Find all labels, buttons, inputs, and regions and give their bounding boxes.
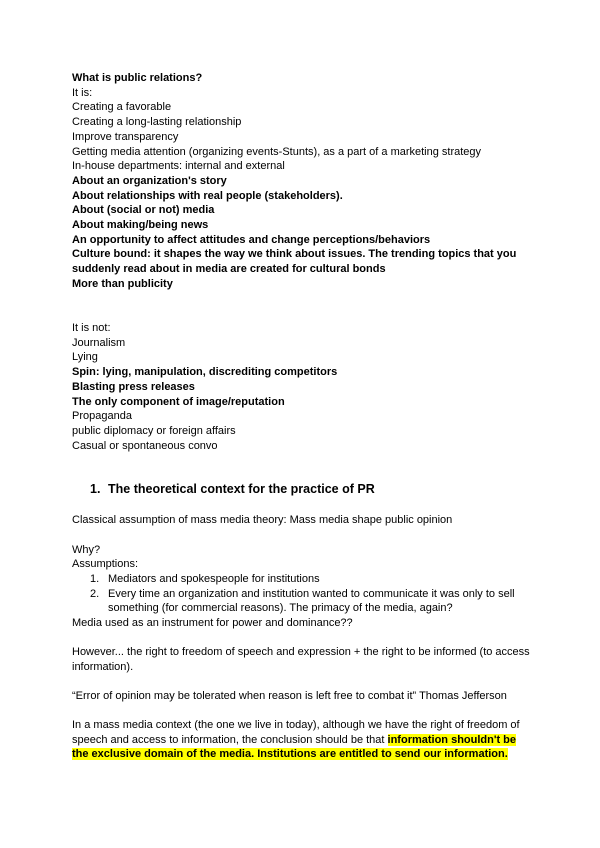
list-item: Spin: lying, manipulation, discrediting competitors: [72, 366, 338, 379]
list-item: Propaganda: [72, 410, 132, 423]
it-is-not-label: It is not:: [72, 322, 111, 334]
why-question: Why?: [72, 544, 101, 556]
list-number: 1.: [90, 573, 100, 585]
conclusion-paragraph: [72, 718, 530, 762]
list-item: Creating a long-lasting relationship: [72, 116, 242, 129]
list-item: [72, 572, 530, 587]
list-item: An opportunity to affect attitudes and change perceptions/behaviors: [72, 233, 431, 246]
heading-text: The theoretical context for the practice of PR: [108, 482, 375, 496]
list-item: Culture bound: it shapes the way we think about issues. The trending topics that you suddenly read about in media are created for cultural bonds: [72, 248, 517, 276]
what-is-pr-section: [72, 71, 532, 292]
assumptions-label: Assumptions:: [72, 558, 139, 570]
what-pr-is-not-section: [72, 321, 532, 453]
list-item: [72, 587, 530, 616]
list-item: Improve transparency: [72, 130, 179, 143]
section-heading: [90, 482, 375, 496]
list-text: Every time an organization and institution wanted to communicate it was only to sell something (for commercial reasons). The primacy of the media, again?: [108, 587, 515, 615]
list-item: About (social or not) media: [72, 204, 215, 217]
list-item: About an organization's story: [72, 174, 227, 187]
list-text: Mediators and spokespeople for institutions: [108, 573, 320, 585]
jefferson-quote: “Error of opinion may be tolerated when reason is left free to combat it” Thomas Jefferson: [72, 690, 507, 702]
section-title: What is public relations?: [72, 72, 203, 84]
media-used-line: Media used as an instrument for power and dominance??: [72, 617, 353, 629]
list-item: More than publicity: [72, 277, 173, 290]
conclusion-text: In a mass media context (the one we live in today), although we have the right of freedom of speech and access to information, the conclusion should be that: [72, 719, 520, 746]
list-item: public diplomacy or foreign affairs: [72, 424, 236, 437]
list-number: 2.: [90, 587, 100, 600]
list-item: The only component of image/reputation: [72, 395, 285, 408]
assumptions-list: [72, 572, 530, 616]
list-item: In-house departments: internal and external: [72, 160, 285, 173]
it-is-label: It is:: [72, 86, 93, 99]
list-item: Journalism: [72, 336, 126, 349]
list-item: Creating a favorable: [72, 101, 172, 114]
list-item: About making/being news: [72, 219, 209, 232]
list-item: About relationships with real people (stakeholders).: [72, 189, 343, 202]
heading-number: 1.: [90, 482, 101, 496]
list-item: Getting media attention (organizing events-Stunts), as a part of a marketing strategy: [72, 145, 482, 158]
highlighted-conclusion: information shouldn't be the exclusive domain of the media. Institutions are entitled to send our information.: [72, 733, 517, 761]
classical-assumption: Classical assumption of mass media theory: Mass media shape public opinion: [72, 514, 453, 526]
however-paragraph: However... the right to freedom of speech and expression + the right to be informed (to access information).: [72, 646, 530, 673]
list-item: Casual or spontaneous convo: [72, 439, 218, 452]
list-item: Blasting press releases: [72, 380, 195, 393]
list-item: Lying: [72, 351, 98, 364]
